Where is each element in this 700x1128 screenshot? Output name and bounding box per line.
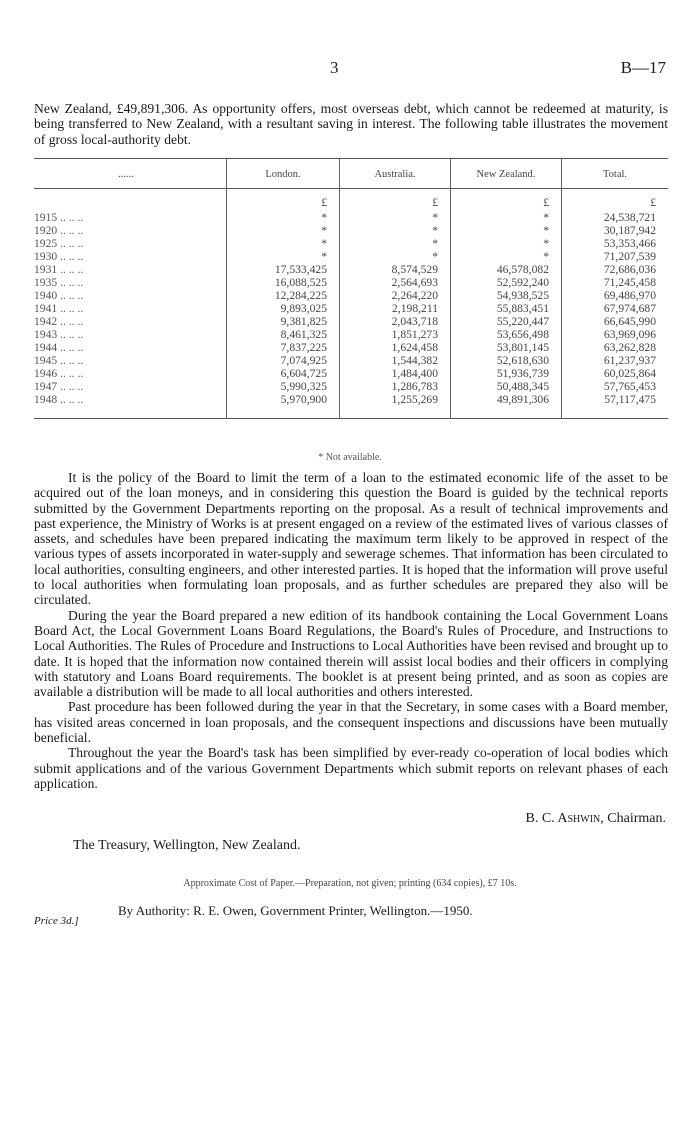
document-reference: B—17	[620, 58, 666, 77]
table-row	[34, 289, 668, 302]
paragraph-loan-term-policy: It is the policy of the Board to limit the term of a loan to the estimated economic life of the asset to be acquired out of the loan moneys, and in considering this question the Board is guided by the technical reports submitted by the Government Departments reporting on the proposal. As a result of technical improvements and past experience, the Ministry of Works is at present engaged on a review of the estimated lives of various classes of assets, and schedules have been prepared indicating the maximum term likely to be approved in respect of the various types of assets incorporated in water-supply and sewerage schemes. That information has been circulated to local authorities, consulting engineers, and other interested parties. It is hoped that the information will prove useful to local authorities when formulating loan proposals, and as further schedules are prepared they also will be circulated.	[34, 470, 668, 608]
total-cell: 69,486,970	[562, 289, 669, 302]
total-cell: 72,686,036	[562, 263, 669, 276]
new-zealand-cell: *	[451, 211, 562, 224]
year-cell: 1948 .. .. ..	[34, 393, 227, 419]
london-cell: *	[227, 237, 340, 250]
paragraph-cooperation: Throughout the year the Board's task has been simplified by ever-ready co-operation of local bodies which submit applications and of the various Government Departments which submit reports on relevant phases of each application.	[34, 745, 668, 791]
london-cell: 5,970,900	[227, 393, 340, 419]
london-cell: 7,837,225	[227, 341, 340, 354]
total-cell: 71,207,539	[562, 250, 669, 263]
total-cell: 53,353,466	[562, 237, 669, 250]
page-number: 3	[330, 58, 339, 77]
year-cell: 1930 .. .. ..	[34, 250, 84, 263]
unit-cell: £	[227, 189, 340, 212]
table-unit-row	[34, 189, 668, 212]
new-zealand-cell: 50,488,345	[451, 380, 562, 393]
table-row	[34, 224, 668, 237]
year-cell: 1941 .. .. ..	[34, 302, 84, 315]
new-zealand-cell: 52,618,630	[451, 354, 562, 367]
paragraph-past-procedure: Past procedure has been followed during the year in that the Secretary, in some cases with a Board member, has visited areas concerned in loan proposals, and the consequent inspections and discussions have been mutually beneficial.	[34, 699, 668, 746]
australia-cell: 1,286,783	[340, 380, 451, 393]
new-zealand-cell: 46,578,082	[451, 263, 562, 276]
total-cell: 57,765,453	[562, 380, 669, 393]
total-cell: 30,187,942	[562, 224, 669, 237]
australia-cell: *	[340, 224, 451, 237]
year-cell: 1942 .. .. ..	[34, 315, 84, 328]
table-row	[34, 393, 668, 419]
london-cell: *	[227, 211, 340, 224]
total-cell: 71,245,458	[562, 276, 669, 289]
table-row	[34, 328, 668, 341]
total-cell: 63,969,096	[562, 328, 669, 341]
australia-cell: 1,851,273	[340, 328, 451, 341]
table-row	[34, 250, 668, 263]
year-cell: 1946 .. .. ..	[34, 367, 84, 380]
year-cell: 1915 .. .. ..	[34, 211, 84, 224]
year-cell: 1943 .. .. ..	[34, 328, 84, 341]
signature-name: B. C. Ashwin	[525, 811, 601, 826]
intro-paragraph: New Zealand, £49,891,306. As opportunity offers, most overseas debt, which cannot be redeemed at maturity, is being transferred to New Zealand, with a resultant saving in interest. The following table illustrates the movement of gross local-authority debt.	[34, 101, 668, 147]
table-row	[34, 263, 668, 276]
year-cell: 1945 .. .. ..	[34, 354, 84, 367]
new-zealand-cell: 54,938,525	[451, 289, 562, 302]
new-zealand-cell: 51,936,739	[451, 367, 562, 380]
london-cell: *	[227, 224, 340, 237]
london-cell: 9,893,025	[227, 302, 340, 315]
year-cell: 1925 .. .. ..	[34, 237, 84, 250]
table-header-year: ......	[34, 159, 227, 189]
table-header-total: Total.	[562, 159, 669, 189]
signature	[525, 811, 666, 827]
unit-cell: £	[340, 189, 451, 212]
london-cell: 5,990,325	[227, 380, 340, 393]
unit-cell-empty	[34, 189, 227, 212]
london-cell: 9,381,825	[227, 315, 340, 328]
london-cell: 17,533,425	[227, 263, 340, 276]
signature-title: , Chairman.	[600, 811, 666, 826]
australia-cell: 2,264,220	[340, 289, 451, 302]
total-cell: 61,237,937	[562, 354, 669, 367]
price-note: Price 3d.]	[34, 915, 79, 927]
new-zealand-cell: *	[451, 237, 562, 250]
table-footnote: * Not available.	[318, 452, 382, 463]
table-row	[34, 367, 668, 380]
new-zealand-cell: 52,592,240	[451, 276, 562, 289]
table-row	[34, 380, 668, 393]
london-cell: 12,284,225	[227, 289, 340, 302]
year-cell: 1944 .. .. ..	[34, 341, 84, 354]
new-zealand-cell: 55,883,451	[451, 302, 562, 315]
total-cell: 60,025,864	[562, 367, 669, 380]
table-header-london: London.	[227, 159, 340, 189]
australia-cell: 8,574,529	[340, 263, 451, 276]
table-row	[34, 237, 668, 250]
london-cell: 7,074,925	[227, 354, 340, 367]
total-cell: 24,538,721	[562, 211, 669, 224]
london-cell: 8,461,325	[227, 328, 340, 341]
new-zealand-cell: *	[451, 224, 562, 237]
table-body	[34, 189, 668, 419]
table-row	[34, 315, 668, 328]
body-text	[34, 470, 668, 791]
table-header-new-zealand: New Zealand.	[451, 159, 562, 189]
total-cell: 57,117,475	[562, 393, 669, 419]
total-cell: 63,262,828	[562, 341, 669, 354]
australia-cell: 1,624,458	[340, 341, 451, 354]
cost-note: Approximate Cost of Paper.—Preparation, not given; printing (634 copies), £7 10s.	[183, 878, 517, 889]
australia-cell: 1,544,382	[340, 354, 451, 367]
debt-table-container	[34, 158, 668, 419]
london-cell: *	[227, 250, 340, 263]
table-row	[34, 276, 668, 289]
london-cell: 6,604,725	[227, 367, 340, 380]
new-zealand-cell: 55,220,447	[451, 315, 562, 328]
debt-table	[34, 158, 668, 419]
paragraph-handbook: During the year the Board prepared a new edition of its handbook containing the Local Government Loans Board Act, the Local Government Loans Board Regulations, the Board's Rules of Procedure, and Instructions to Local Authorities. The Rules of Procedure and Instructions to Local Authorities have been revised and brought up to date. It is hoped that the information now contained therein will assist local bodies and their officers in complying with statutory and Loans Board requirements. The booklet is at present being printed, and as soon as copies are available a distribution will be made to all local authorities and others interested.	[34, 607, 668, 700]
year-cell: 1920 .. .. ..	[34, 224, 84, 237]
year-cell: 1931 .. .. ..	[34, 263, 84, 276]
table-row	[34, 354, 668, 367]
australia-cell: 2,198,211	[340, 302, 451, 315]
year-cell: 1935 .. .. ..	[34, 276, 84, 289]
australia-cell: 1,484,400	[340, 367, 451, 380]
address: The Treasury, Wellington, New Zealand.	[73, 838, 301, 853]
australia-cell: 1,255,269	[340, 393, 451, 419]
australia-cell: 2,564,693	[340, 276, 451, 289]
table-row	[34, 341, 668, 354]
australia-cell: *	[340, 211, 451, 224]
total-cell: 66,645,990	[562, 315, 669, 328]
australia-cell: 2,043,718	[340, 315, 451, 328]
authority-line: By Authority: R. E. Owen, Government Printer, Wellington.—1950.	[118, 903, 473, 918]
total-cell: 67,974,687	[562, 302, 669, 315]
new-zealand-cell: 53,801,145	[451, 341, 562, 354]
australia-cell: *	[340, 237, 451, 250]
table-row	[34, 211, 668, 224]
australia-cell: *	[340, 250, 451, 263]
new-zealand-cell: *	[451, 250, 562, 263]
unit-cell: £	[562, 189, 669, 212]
unit-cell: £	[451, 189, 562, 212]
year-cell: 1940 .. .. ..	[34, 289, 84, 302]
new-zealand-cell: 53,656,498	[451, 328, 562, 341]
table-header-australia: Australia.	[340, 159, 451, 189]
year-cell: 1947 .. .. ..	[34, 380, 84, 393]
london-cell: 16,088,525	[227, 276, 340, 289]
table-row	[34, 302, 668, 315]
table-header-row	[34, 159, 668, 189]
new-zealand-cell: 49,891,306	[451, 393, 562, 419]
